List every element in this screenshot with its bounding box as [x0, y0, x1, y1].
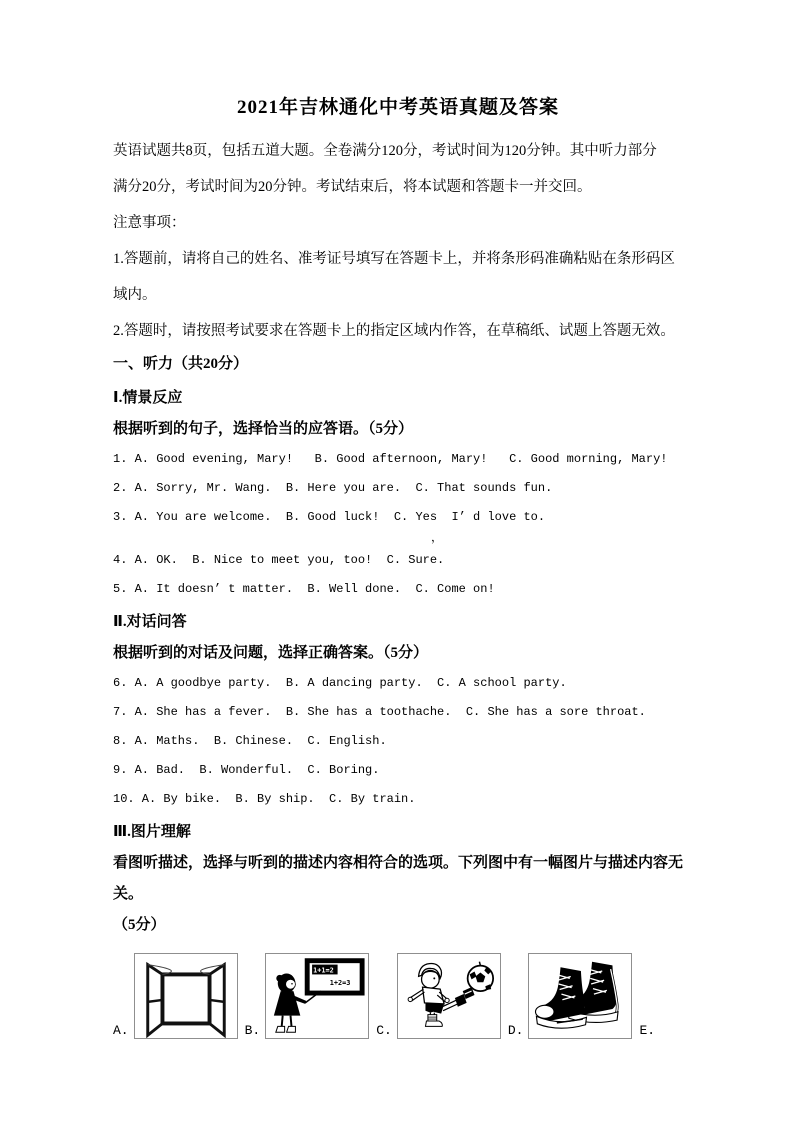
figure-d-sneakers [528, 953, 632, 1039]
part3-heading: Ⅲ.图片理解 [113, 824, 191, 840]
question-1: 1. A. Good evening, Mary! B. Good afternoon, Mary! C. Good morning, Mary! [113, 452, 668, 466]
notes-heading: 注意事项： [113, 215, 186, 231]
figure-b-blackboard [265, 953, 369, 1039]
question-9: 9. A. Bad. B. Wonderful. C. Boring. [113, 763, 380, 777]
sneakers-illustration [529, 954, 631, 1038]
figure-c-soccer [397, 953, 501, 1039]
listening-section-heading: 一、听力（共20分） [113, 356, 249, 372]
question-3-stray-comma: ， [431, 531, 444, 545]
open-window-illustration [135, 954, 237, 1038]
note-item-1-line1: 1.答题前，请将自己的姓名、准考证号填写在答题卡上，并将条形码准确粘贴在条形码区 [113, 251, 675, 267]
question-5: 5. A. It doesn’ t matter. B. Well done. C. Come on! [113, 582, 495, 596]
option-label-a: A. [113, 1023, 129, 1038]
option-label-e: E. [639, 1023, 656, 1038]
question-4: 4. A. OK. B. Nice to meet you, too! C. Sure. [113, 553, 445, 567]
option-label-d: D. [507, 1023, 524, 1038]
note-item-2: 2.答题时，请按照考试要求在答题卡上的指定区域内作答，在草稿纸、试题上答题无效。 [113, 323, 675, 339]
part2-instruction: 根据听到的对话及问题，选择正确答案。（5分） [113, 645, 429, 661]
option-label-b: B. [244, 1023, 261, 1038]
exam-intro-line1: 英语试题共8页，包括五道大题。全卷满分120分，考试时间为120分钟。其中听力部分 [113, 143, 657, 159]
figure-row [113, 953, 683, 1039]
question-2: 2. A. Sorry, Mr. Wang. B. Here you are. C. That sounds fun. [113, 481, 553, 495]
boy-kicking-ball-illustration [398, 954, 500, 1038]
part3-instruction: 看图听描述，选择与听到的描述内容相符合的选项。下列图中有一幅图片与描述内容无关。 [113, 855, 684, 902]
figure-a-window [134, 953, 238, 1039]
question-6: 6. A. A goodbye party. B. A dancing party. C. A school party. [113, 676, 567, 690]
question-3: 3. A. You are welcome. B. Good luck! C. Yes I’ d love to. [113, 510, 546, 524]
question-7: 7. A. She has a fever. B. She has a toothache. C. She has a sore throat. [113, 705, 646, 719]
blackboard-equation-1: 1+1=2 [313, 966, 334, 975]
part1-heading: Ⅰ.情景反应 [113, 390, 183, 406]
option-label-c: C. [376, 1023, 392, 1038]
teacher-blackboard-illustration [266, 954, 368, 1038]
question-8: 8. A. Maths. B. Chinese. C. English. [113, 734, 387, 748]
part1-instruction: 根据听到的句子，选择恰当的应答语。（5分） [113, 421, 414, 437]
question-10: 10. A. By bike. B. By ship. C. By train. [113, 792, 416, 806]
exam-intro-line2: 满分20分，考试时间为20分钟。考试结束后，将本试题和答题卡一并交回。 [113, 179, 592, 195]
part3-score: （5分） [113, 917, 166, 933]
note-item-1-line2: 域内。 [113, 287, 157, 303]
part2-heading: Ⅱ.对话问答 [113, 614, 187, 630]
blackboard-equation-2: 1+2=3 [329, 979, 351, 988]
exam-title: 2021年吉林通化中考英语真题及答案 [236, 97, 559, 118]
page-content [113, 92, 683, 1039]
